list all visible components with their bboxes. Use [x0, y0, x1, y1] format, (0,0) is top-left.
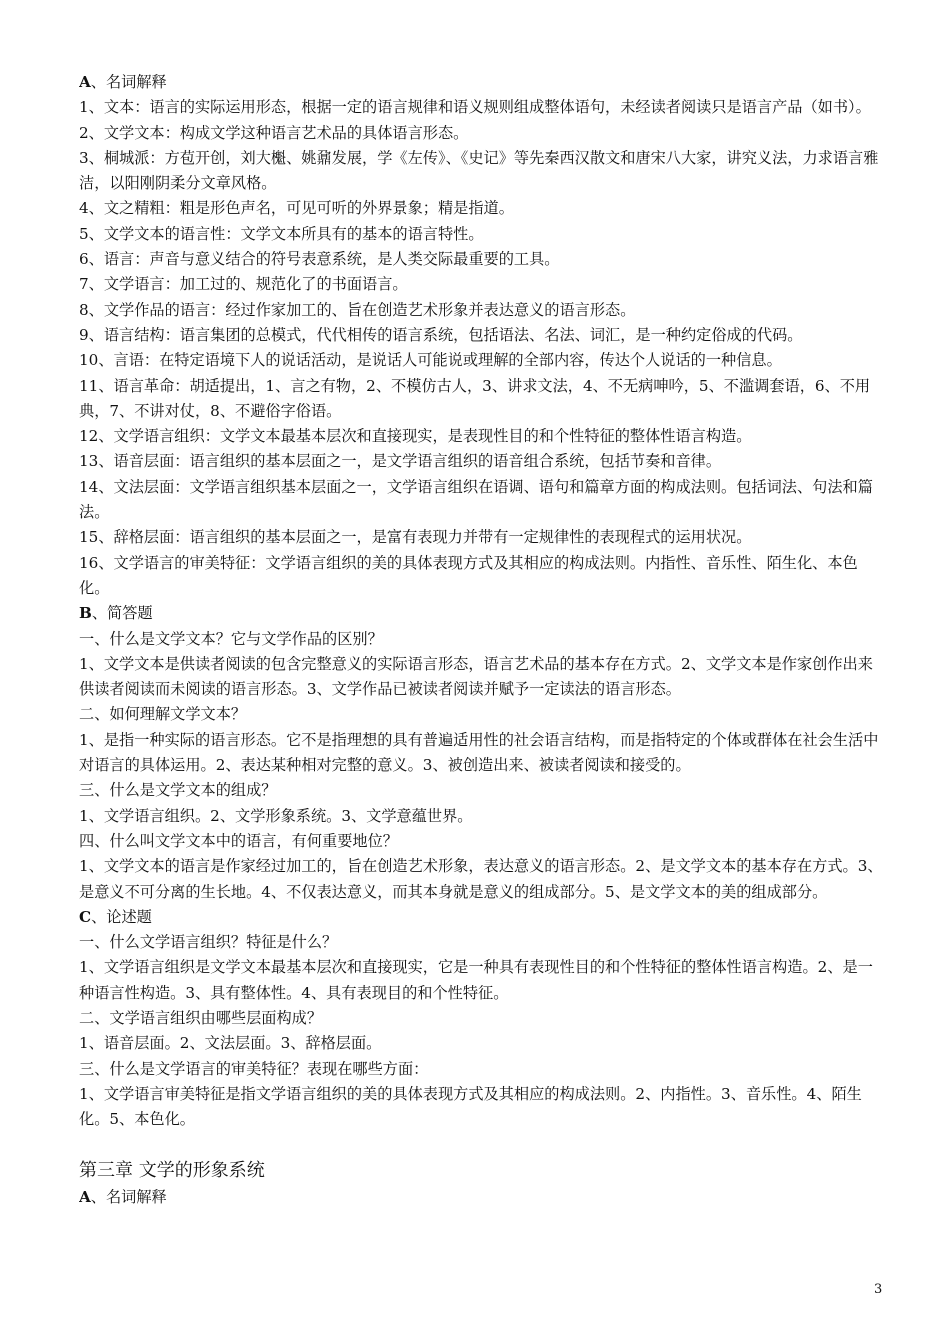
term-item: 9、语言结构：语言集团的总模式，代代相传的语言系统，包括语法、名法、词汇，是一种约定俗成的代码。: [79, 325, 803, 344]
section-b-heading: [79, 601, 885, 626]
page-number: 3: [874, 1282, 883, 1297]
term-item: 14、文法层面：文学语言组织基本层面之一，文学语言组织在语调、语句和篇章方面的构成法则。包括词法、句法和篇法。: [79, 477, 873, 522]
answer: 1、文学语言审美特征是指文学语言组织的美的具体表现方式及其相应的构成法则。2、内指性。3、音乐性。4、陌生化。5、本色化。: [79, 1084, 862, 1129]
section-letter: C: [79, 907, 92, 926]
term-item: 12、文学语言组织：文学文本最基本层次和直接现实，是表现性目的和个性特征的整体性语言构造。: [79, 427, 752, 446]
term-item: 1、文本：语言的实际运用形态，根据一定的语言规律和语义规则组成整体语句，未经读者阅读只是语言产品（如书）。: [79, 98, 871, 117]
question: 二、文学语言组织由哪些层面构成？: [79, 1008, 322, 1027]
section-letter: A: [79, 73, 91, 91]
section-a2-heading: [79, 1185, 885, 1210]
section-title: 、名词解释: [90, 1188, 167, 1207]
term-item: 8、文学作品的语言：经过作家加工的、旨在创造艺术形象并表达意义的语言形态。: [79, 300, 636, 319]
term-item: 10、言语：在特定语境下人的说话活动，是说话人可能说或理解的全部内容，传达个人说话的一种信息。: [79, 351, 782, 370]
answer: 1、文学语言组织是文学文本最基本层次和直接现实，它是一种具有表现性目的和个性特征的整体性语言构造。2、是一种语言性构造。3、具有整体性。4、具有表现目的和个性特征。: [79, 958, 873, 1002]
term-item: 11、语言革命：胡适提出，1、言之有物，2、不模仿古人，3、讲求文法，4、不无病呻吟，5、不滥调套语，6、不用典，7、不讲对仗，8、不避俗字俗语。: [79, 376, 871, 420]
question: 三、什么是文学文本的组成？: [79, 781, 277, 800]
section-letter: A: [79, 1188, 91, 1207]
section-c-heading: [79, 905, 885, 930]
section-title: 、名词解释: [90, 73, 167, 91]
term-item: 16、文学语言的审美特征：文学语言组织的美的具体表现方式及其相应的构成法则。内指性、音乐性、陌生化、本色化。: [79, 553, 858, 597]
answer: 1、语音层面。2、文法层面。3、辞格层面。: [79, 1034, 382, 1053]
question: 一、什么是文学文本？它与文学作品的区别？: [79, 629, 383, 648]
question: 三、什么是文学语言的审美特征？表现在哪些方面：: [79, 1059, 429, 1078]
page-content: [79, 70, 885, 1211]
term-item: 13、语音层面：语言组织的基本层面之一，是文学语言组织的语音组合系统，包括节奏和音律。: [79, 452, 722, 471]
term-item: 3、桐城派：方苞开创，刘大櫆、姚鼐发展，学《左传》、《史记》等先秦西汉散文和唐宋八大家，讲究义法，力求语言雅洁，以阳刚阴柔分文章风格。: [79, 148, 879, 193]
section-title: 、论述题: [91, 907, 152, 926]
section-title: 、简答题: [91, 604, 153, 623]
answer: 1、文学语言组织。2、文学形象系统。3、文学意蕴世界。: [79, 806, 473, 825]
answer: 1、文学文本是供读者阅读的包含完整意义的实际语言形态，语言艺术品的基本存在方式。2、文学文本是作家创作出来供读者阅读而未阅读的语言形态。3、文学作品已被读者阅读并赋予一定读法的语言形态。: [79, 654, 873, 699]
answer: 1、文学文本的语言是作家经过加工的，旨在创造艺术形象，表达意义的语言形态。2、是文学文本的基本存在方式。3、是意义不可分离的生长地。4、不仅表达意义，而其本身就是意义的组成部分。5、是文学文本的美的组成部分。: [79, 857, 883, 901]
term-item: 15、辞格层面：语言组织的基本层面之一，是富有表现力并带有一定规律性的表现程式的运用状况。: [79, 528, 752, 547]
answer: 1、是指一种实际的语言形态。它不是指理想的具有普遍适用性的社会语言结构，而是指特定的个体或群体在社会生活中对语言的具体运用。2、表达某种相对完整的意义。3、被创造出来、被读者阅读和接受的。: [79, 730, 879, 775]
question: 一、什么文学语言组织？特征是什么？: [79, 933, 338, 952]
term-item: 4、文之精粗：粗是形色声名，可见可听的外界景象；精是指道。: [79, 199, 514, 218]
question: 二、如何理解文学文本？: [79, 705, 247, 724]
term-item: 2、文学文本：构成文学这种语言艺术品的具体语言形态。: [79, 123, 469, 142]
section-letter: B: [79, 604, 92, 623]
section-a-heading: [79, 70, 885, 95]
chapter-title: 第三章 文学的形象系统: [79, 1160, 265, 1182]
question: 四、什么叫文学文本中的语言，有何重要地位？: [79, 831, 398, 850]
term-item: 6、语言：声音与意义结合的符号表意系统，是人类交际最重要的工具。: [79, 250, 560, 269]
term-item: 7、文学语言：加工过的、规范化了的书面语言。: [79, 275, 408, 294]
term-item: 5、文学文本的语言性：文学文本所具有的基本的语言特性。: [79, 224, 484, 243]
